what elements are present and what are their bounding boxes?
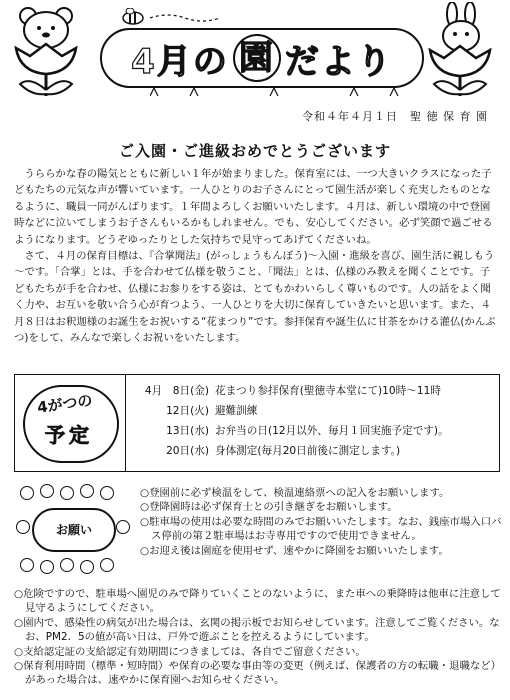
schedule-event: お弁当の日(12月以外、毎月１回実施予定です)。 xyxy=(215,425,449,437)
schedule-date: 12日(火) xyxy=(166,405,209,417)
flower-icon xyxy=(60,558,74,572)
request-item: ○登園前に必ず検温をして、検温連絡票への記入をお願いします。 xyxy=(140,487,450,499)
request-item: ○お迎え後は園庭を使用せず、速やかに降園をお願いいたします。 xyxy=(140,544,449,557)
title-prefix: 4月の xyxy=(131,41,229,82)
flower-icon xyxy=(16,520,30,534)
flower-icon xyxy=(60,486,74,500)
schedule-date: 13日(水) xyxy=(166,425,209,437)
flower-icon xyxy=(40,560,54,574)
issue-date-and-organization: 令和４年４月１日 聖 徳 保 育 園 xyxy=(302,110,488,123)
requests-list-right xyxy=(140,486,502,558)
request-item: ○保育利用時間（標準・短時間）や保育の必要な事由等の変更（例えば、保護者の方の転職・退職など）があった場合は、速やかに保育園へお知らせください。 xyxy=(14,660,502,687)
schedule-row xyxy=(135,381,495,401)
section-heading: ご入園・ご進級おめでとうございます xyxy=(118,142,391,160)
greeting-body xyxy=(14,166,500,346)
schedule-row xyxy=(135,401,495,421)
bear-tulip-illustration xyxy=(6,4,106,100)
flower-icon xyxy=(80,560,94,574)
flower-icon xyxy=(20,558,34,572)
newsletter-title xyxy=(100,28,424,88)
schedule-label-top: 4がつの xyxy=(36,391,94,417)
schedule-row xyxy=(135,441,495,461)
paragraph: さて、４月の保育目標は、『合掌聞法』(がっしょうもんぼう)～入園・進級を喜び、園生活に親しもう～です。「合掌」とは、手を合わせて仏様を敬うこと、「聞法」とは、仏様のみ教えを聞くことです。子どもたちが手を合わせ、仏様にお参りをする姿は、とてもかわいらしく尊いものです。人の話をよく聞く力や、お互いを敬い合う心が育つよう、一人ひとりを大切に保育していきたいと思います。また、４月８日はお釈迦様のお誕生をお祝いする“花まつり”です。参拝保育や誕生仏に甘茶をかける灌仏(かんぶつ)をして、みんなで楽しくお祝いをいたします。 xyxy=(14,250,496,345)
schedule-date: 20日(水) xyxy=(166,445,209,457)
request-item: ○支給認定証の支給認定有効期間につきましては、各自でご留意ください。 xyxy=(14,645,366,658)
request-item: ○園内で、感染性の病気が出た場合は、玄関の掲示板でお知らせしています。注意してご覧ください。なお、PM2．5の値が高い日は、戸外で遊ぶことを控えるようにしています。 xyxy=(14,616,500,644)
schedule-event: 身体測定(毎月20日前後に測定します。) xyxy=(215,445,401,457)
title-suffix: だより xyxy=(284,41,393,82)
requests-label-panel xyxy=(14,484,134,584)
newsletter-header xyxy=(0,0,510,100)
schedule-list xyxy=(135,381,495,461)
schedule-box xyxy=(14,374,500,472)
flower-icon xyxy=(116,520,130,534)
flower-icon xyxy=(100,558,114,572)
flower-icon xyxy=(80,484,94,498)
flower-icon xyxy=(20,486,34,500)
paragraph: うららかな春の陽気とともに新しい１年が始まりました。保育室には、一つ大きいクラスになった子どもたちの元気な声が響いています。一人ひとりのお子さんにとって園生活が楽しく充実したものとなるように、職員一同がんばります。１年間よろしくお願いいたします。４月は、新しい環境の中で登園時などに泣いてしまうお子さんもいるかもしれません。でも、安心してください。必ず笑顔で過ごせるようになります。どうぞゆったりとした気持ちで見守ってあげてくださいね。 xyxy=(14,168,493,246)
schedule-label-bottom: 予定 xyxy=(45,423,93,447)
request-item: ○危険ですので、駐車場へ園児のみで降りていくことのないように、また車への乗降時は他車に注意して見守るようにしてください。 xyxy=(14,588,501,615)
schedule-event: 花まつり参拝保育(聖徳寺本堂にて)10時～11時 xyxy=(215,385,441,397)
schedule-date: 4月 8日(金) xyxy=(144,385,209,397)
title-kanji-circle: 園 xyxy=(233,34,281,82)
schedule-row xyxy=(135,421,495,441)
schedule-event: 避難訓練 xyxy=(215,405,258,417)
request-item: ○登降園時は必ず保育士との引き継ぎをお願いします。 xyxy=(140,501,398,514)
requests-label: お願い xyxy=(32,508,116,552)
bee-icon xyxy=(118,8,148,26)
schedule-label-panel xyxy=(15,375,126,471)
flower-icon xyxy=(40,484,54,498)
requests-list-full xyxy=(14,587,502,688)
grass-decoration xyxy=(150,86,400,96)
dotted-trail xyxy=(150,12,220,22)
request-item: ○駐車場の使用は必要な時間のみでお願いいたします。なお、銭座市場入口バス停前の第２駐車場はお寺専用ですので使用できません。 xyxy=(140,515,502,543)
flower-icon xyxy=(100,486,114,500)
rabbit-tulip-illustration xyxy=(412,2,508,100)
